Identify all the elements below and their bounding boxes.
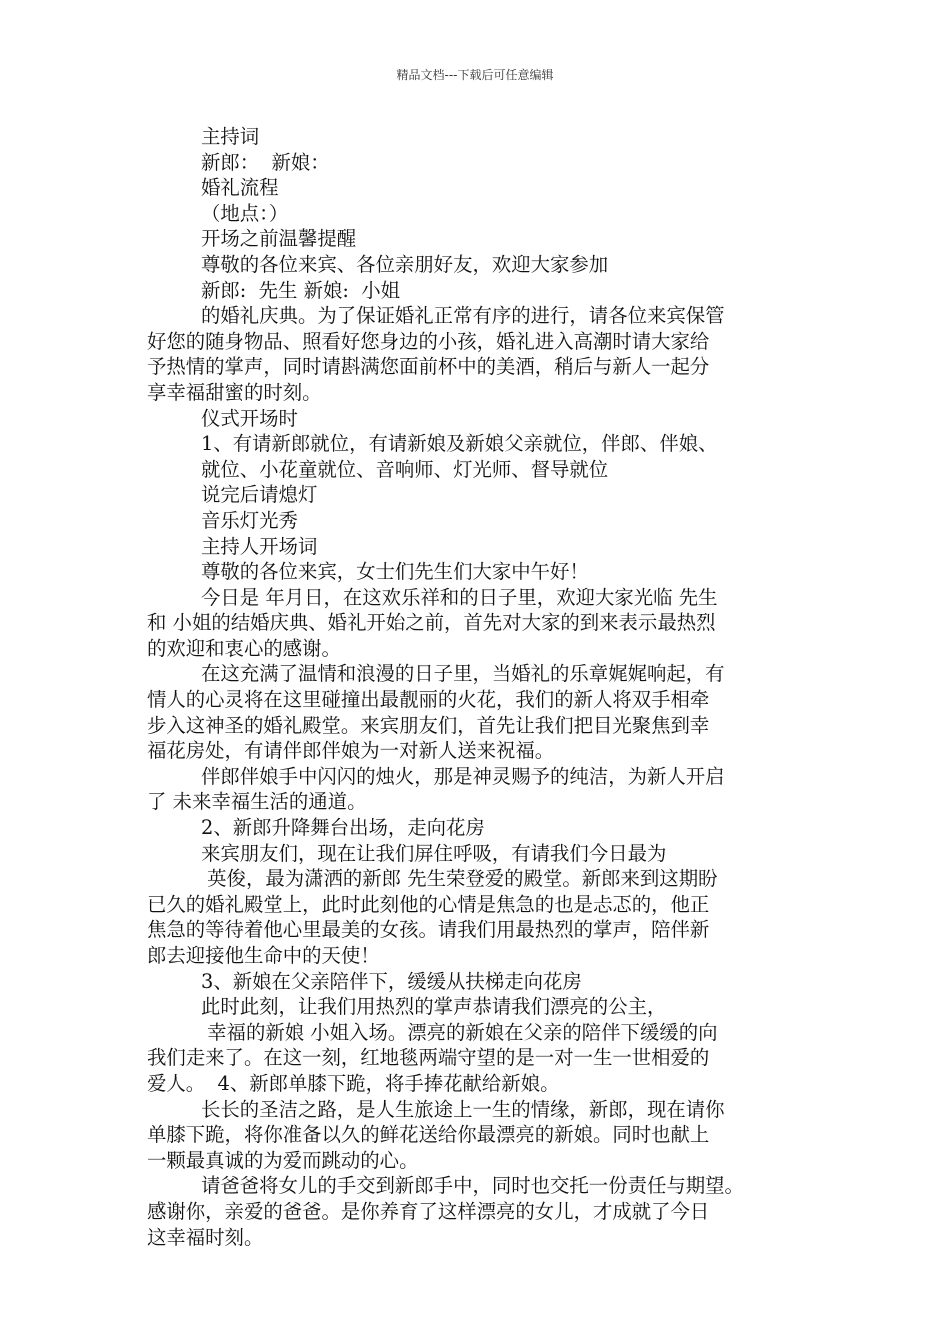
text-line: 幸福的新娘 小姐入场。漂亮的新娘在父亲的陪伴下缓缓的向 <box>201 1020 718 1044</box>
text-line: 予热情的掌声，同时请斟满您面前杯中的美酒，稍后与新人一起分 <box>147 355 710 379</box>
text-line: 新郎: 先生 新娘: 小姐 <box>201 278 401 302</box>
text-line: 我们走来了。在这一刻，红地毯两端守望的是一对一生一世相爱的 <box>147 1046 710 1070</box>
text-line: 说完后请熄灯 <box>201 483 318 507</box>
text-line: 在这充满了温情和浪漫的日子里，当婚礼的乐章娓娓响起，有 <box>201 662 725 686</box>
text-line: 今日是 年月日，在这欢乐祥和的日子里，欢迎大家光临 先生 <box>201 585 718 609</box>
text-line: 主持人开场词 <box>201 534 318 558</box>
text-line: 英俊，最为潇洒的新郎 先生荣登爱的殿堂。新郎来到这期盼 <box>201 867 718 891</box>
text-line: 步入这神圣的婚礼殿堂。来宾朋友们，首先让我们把目光聚焦到幸 <box>147 713 710 737</box>
text-line: 的婚礼庆典。为了保证婚礼正常有序的进行，请各位来宾保管 <box>201 304 725 328</box>
text-line: 爱人。 4、新郎单膝下跪，将手捧花献给新娘。 <box>147 1071 560 1095</box>
text-line: 仪式开场时 <box>201 406 298 430</box>
text-line: 感谢你，亲爱的爸爸。是你养育了这样漂亮的女儿，才成就了今日 <box>147 1199 710 1223</box>
text-line: 就位、小花童就位、音响师、灯光师、督导就位 <box>201 457 609 481</box>
text-line: 郎去迎接他生命中的天使！ <box>147 944 380 967</box>
text-line: （地点：） <box>201 201 289 225</box>
text-line: 尊敬的各位来宾、各位亲朋好友，欢迎大家参加 <box>201 252 609 276</box>
text-line: 伴郎伴娘手中闪闪的烛火，那是神灵赐予的纯洁，为新人开启 <box>201 764 725 788</box>
text-line: 已久的婚礼殿堂上，此时此刻他的心情是焦急的也是忐忑的，他正 <box>147 892 710 916</box>
text-line: 主持词 <box>201 125 260 148</box>
text-line: 的欢迎和衷心的感谢。 <box>147 636 341 660</box>
text-line: 一颗最真诚的为爱而跳动的心。 <box>147 1148 419 1172</box>
text-line: 来宾朋友们，现在让我们屏住呼吸，有请我们今日最为 <box>201 841 667 865</box>
text-line: 1、有请新郎就位，有请新娘及新娘父亲就位，伴郎、伴娘、 <box>201 432 718 456</box>
text-line: 开场之前温馨提醒 <box>201 227 357 251</box>
text-line: 请爸爸将女儿的手交到新郎手中，同时也交托一份责任与期望。 <box>201 1174 744 1198</box>
text-line: 2、新郎升降舞台出场，走向花房 <box>201 816 485 840</box>
text-line: 了 未来幸福生活的通道。 <box>147 790 367 814</box>
text-line: 音乐灯光秀 <box>201 508 298 532</box>
document-body <box>147 124 812 1250</box>
text-line: 好您的随身物品、照看好您身边的小孩，婚礼进入高潮时请大家给 <box>147 329 710 353</box>
text-line: 福花房处，有请伴郎伴娘为一对新人送来祝福。 <box>147 739 555 763</box>
text-line: 长长的圣洁之路，是人生旅途上一生的情缘，新郎，现在请你 <box>201 1097 725 1121</box>
text-line: 3、新娘在父亲陪伴下，缓缓从扶梯走向花房 <box>201 969 582 993</box>
text-line: 焦急的等待着他心里最美的女孩。请我们用最热烈的掌声，陪伴新 <box>147 918 710 942</box>
text-line: 尊敬的各位来宾，女士们先生们大家中午好！ <box>201 560 589 584</box>
text-line: 单膝下跪，将你准备以久的鲜花送给你最漂亮的新娘。同时也献上 <box>147 1123 710 1147</box>
text-line: 婚礼流程 <box>201 176 279 200</box>
text-line: 和 小姐的结婚庆典、婚礼开始之前，首先对大家的到来表示最热烈 <box>147 611 716 635</box>
text-line: 享幸福甜蜜的时刻。 <box>147 380 322 404</box>
text-line: 新郎： 新娘： <box>201 150 330 174</box>
text-line: 此时此刻，让我们用热烈的掌声恭请我们漂亮的公主， <box>201 995 667 1019</box>
page-header: 精品文档---下载后可任意编辑 <box>396 68 554 82</box>
text-line: 情人的心灵将在这里碰撞出最靓丽的火花，我们的新人将双手相牵 <box>147 688 710 712</box>
text-line: 这幸福时刻。 <box>147 1225 264 1249</box>
